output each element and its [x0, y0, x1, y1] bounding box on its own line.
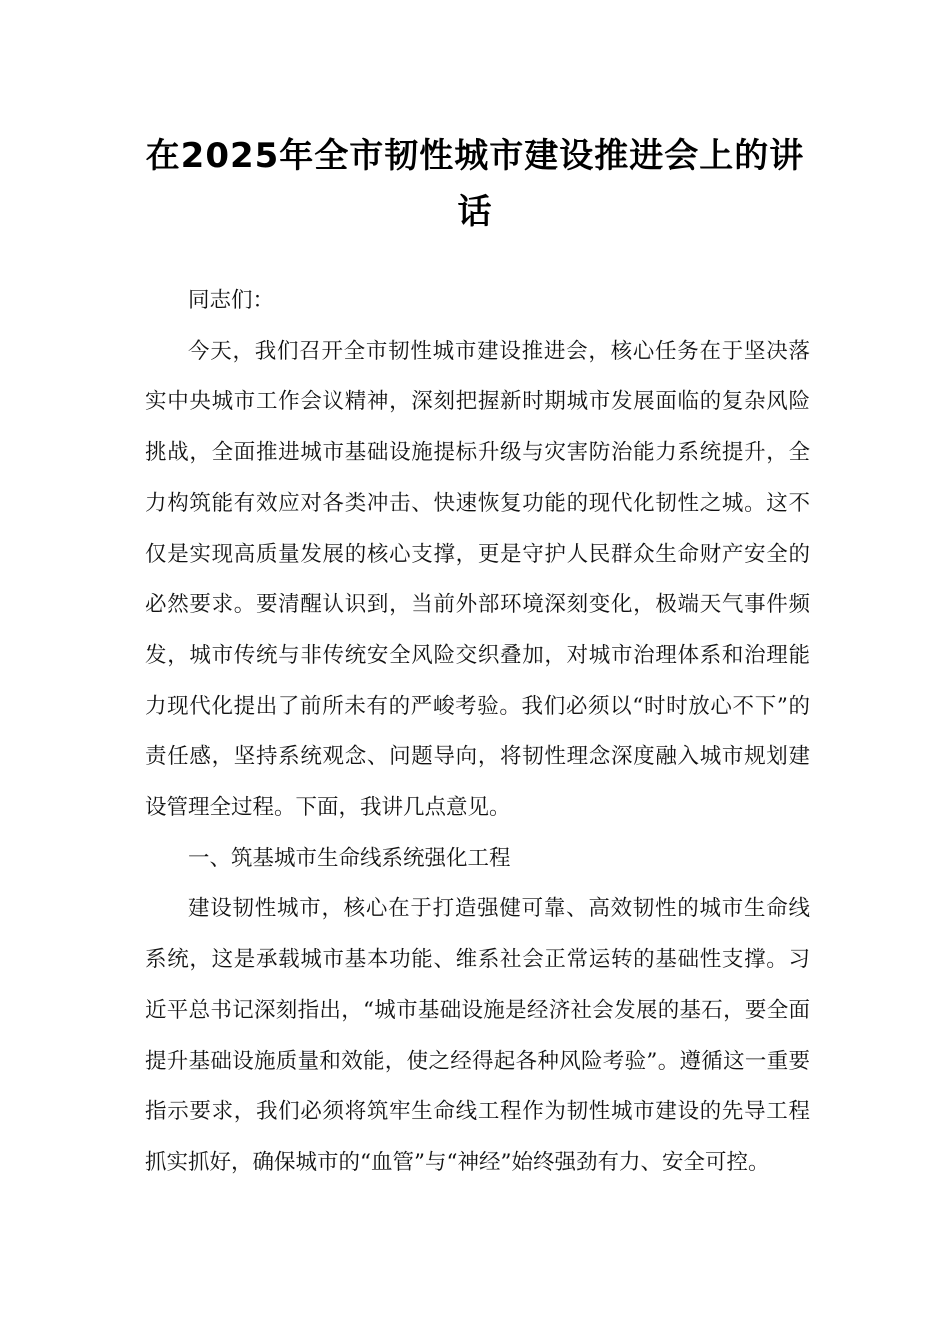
document-title: 在2025年全市韧性城市建设推进会上的讲话 [145, 136, 805, 232]
salutation: 同志们： [188, 288, 275, 313]
section-heading-1: 一、筑基城市生命线系统强化工程 [188, 845, 511, 871]
paragraph-section-1: 建设韧性城市，核心在于打造强健可靠、高效韧性的城市生命线系统，这是承载城市基本功能、维系社会正常运转的基础性支撑。习近平总书记深刻指出，“城市基础设施是经济社会发展的基石，要全面提升基础设施质量和效能，使之经得起各种风险考验”。遵循这一重要指示要求，我们必须将筑牢生命线工程作为韧性城市建设的先导工程抓实抓好，确保城市的“血管”与“神经”始终强劲有力、安全可控。 [145, 896, 810, 1175]
paragraph-intro: 今天，我们召开全市韧性城市建设推进会，核心任务在于坚决落实中央城市工作会议精神，深刻把握新时期城市发展面临的复杂风险挑战，全面推进城市基础设施提标升级与灾害防治能力系统提升，全力构筑能有效应对各类冲击、快速恢复功能的现代化韧性之城。这不仅是实现高质量发展的核心支撑，更是守护人民群众生命财产安全的必然要求。要清醒认识到，当前外部环境深刻变化，极端天气事件频发，城市传统与非传统安全风险交织叠加，对城市治理体系和治理能力现代化提出了前所未有的严峻考验。我们必须以“时时放心不下”的责任感，坚持系统观念、问题导向，将韧性理念深度融入城市规划建设管理全过程。下面，我讲几点意见。 [145, 338, 810, 821]
document-body [145, 276, 810, 1189]
